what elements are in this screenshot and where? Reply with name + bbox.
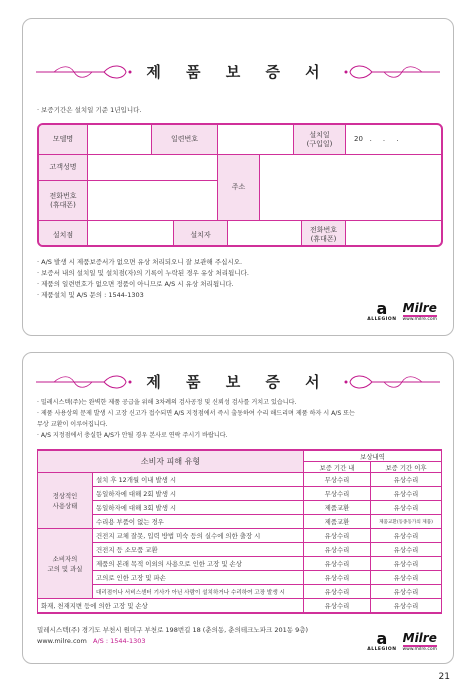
address-label: 주소 — [218, 155, 259, 220]
intro-line: · 제품 사용상의 문제 발생 시 고장 신고가 접수되면 A/S 지정점에서 즉시 출동하여 수리 해드리며 제품 하자 시 A/S 또는 — [37, 410, 355, 417]
row-desc: 제품의 본래 목적 이외의 사용으로 인한 고장 및 손상 — [93, 557, 304, 571]
milre-web: www.milre.com — [402, 316, 437, 322]
allegion-logo — [367, 631, 396, 652]
flourish-left-icon — [34, 373, 134, 391]
title-row — [23, 371, 453, 392]
table-row — [38, 501, 442, 515]
card2-intro — [37, 397, 355, 441]
customer-phone-label-line2: (휴대폰) — [50, 200, 76, 209]
compensation-table — [37, 449, 442, 614]
install-date-label-line2: (구입일) — [306, 139, 333, 148]
note-line: · 제품의 일련번호가 없으면 정품이 아니므로 A/S 시 유상 처리됩니다. — [37, 280, 234, 288]
company-footer — [37, 625, 308, 647]
brand-logos — [367, 301, 437, 322]
row-within: 제품교환 — [304, 501, 371, 515]
row-within: 유상수리 — [304, 585, 371, 599]
company-address: 밀레시스텍(주) 경기도 부천시 원미구 부천로 198번길 18 (춘의동, 춘의테크노파크 201동 9층) — [37, 626, 309, 634]
milre-mark: Milre — [402, 300, 437, 315]
group-normal-use — [38, 473, 93, 529]
header-within-warranty: 보증 기간 내 — [304, 462, 371, 473]
row-desc: 동일하자에 대해 2회 발생 시 — [93, 487, 304, 501]
table-row — [38, 599, 442, 614]
table-row — [38, 543, 442, 557]
table-row — [38, 515, 442, 529]
row-within: 유상수리 — [304, 571, 371, 585]
row-after: 유상수리 — [371, 487, 442, 501]
row-desc: 동일하자에 대해 3회 발생 시 — [93, 501, 304, 515]
install-date-label-line1: 설치일 — [309, 130, 330, 139]
customer-phone-label — [39, 181, 87, 220]
company-website: www.milre.com — [37, 637, 87, 645]
row-desc: 고의로 인한 고장 및 파손 — [93, 571, 304, 585]
intro-line: · 밀레시스텍(주)는 완벽한 제품 공급을 위해 3차례의 검사공정 및 신뢰성 검사를 거치고 있습니다. — [37, 399, 297, 406]
row-after: 유상수리 — [371, 543, 442, 557]
model-field[interactable] — [88, 125, 151, 154]
warranty-card-bottom — [22, 352, 454, 664]
row-after: 유상수리 — [371, 585, 442, 599]
as-phone: A/S : 1544-1303 — [93, 637, 146, 645]
page-title: 제 품 보 증 서 — [146, 373, 330, 391]
installer-label: 설치자 — [174, 221, 227, 247]
row-after: 제품교환(동종동가의 제품) — [371, 515, 442, 529]
serial-field[interactable] — [218, 125, 293, 154]
customer-phone-label-line1: 전화번호 — [49, 191, 77, 200]
row-after: 유상수리 — [371, 557, 442, 571]
row-within: 무상수리 — [304, 487, 371, 501]
group-fault-line1: 소비자의 — [52, 554, 78, 563]
serial-label: 일련번호 — [152, 125, 217, 154]
table-row — [38, 529, 442, 543]
header-damage-type: 소비자 피해 유형 — [38, 450, 304, 473]
title-row — [23, 61, 453, 82]
row-within: 제품교환 — [304, 515, 371, 529]
company-contact — [37, 636, 308, 647]
milre-logo — [402, 302, 437, 322]
allegion-logo — [367, 301, 396, 322]
milre-web: www.milre.com — [402, 646, 437, 652]
row-desc: 대리점이나 서비스센터 기사가 아닌 사람이 설치하거나 수리하여 고장 발생 시 — [93, 585, 304, 599]
page-title: 제 품 보 증 서 — [146, 63, 330, 81]
row-after: 유상수리 — [371, 529, 442, 543]
customer-name-field[interactable] — [88, 155, 217, 180]
allegion-name: ALLEGION — [367, 317, 397, 322]
install-date-label — [294, 125, 345, 154]
warranty-form — [37, 123, 443, 247]
warranty-card-top — [22, 18, 454, 336]
brand-logos — [367, 631, 437, 652]
flourish-left-icon — [34, 63, 134, 81]
group-consumer-fault — [38, 529, 93, 599]
row-within: 유상수리 — [304, 543, 371, 557]
group-fault-line2: 고의 및 과실 — [47, 564, 83, 573]
installer-phone-field[interactable] — [346, 221, 441, 247]
row-desc: 건전지 교체 잘못, 입력 방법 미숙 등의 실수에 의한 출장 시 — [93, 529, 304, 543]
milre-mark: Milre — [402, 630, 437, 645]
table-row — [38, 557, 442, 571]
group-normal-line1: 정상적인 — [52, 491, 78, 500]
note-line: · 보증서 내의 설치일 및 설치점(자)의 기록이 누락된 경우 유상 처리됩니다. — [37, 269, 249, 277]
row-desc: 설치 후 12개월 이내 발생 시 — [93, 473, 304, 487]
allegion-mark: a — [376, 629, 388, 648]
installer-field[interactable] — [228, 221, 301, 247]
intro-line: 무상 교환이 이루어집니다. — [37, 421, 108, 428]
table-row — [38, 473, 442, 487]
allegion-name: ALLEGION — [367, 647, 397, 652]
group-normal-line2: 사용상태 — [52, 501, 78, 510]
shop-field[interactable] — [88, 221, 173, 247]
note-line: · A/S 발생 시 제품보증서가 없으면 유상 처리되오니 잘 보관해 주십시오. — [37, 258, 243, 266]
row-desc: 수리용 부품이 없는 경우 — [93, 515, 304, 529]
flourish-right-icon — [342, 373, 442, 391]
row-after: 유상수리 — [371, 473, 442, 487]
note-line: · 제품설치 및 A/S 문의 : 1544-1303 — [37, 291, 144, 299]
card1-notes — [37, 257, 249, 301]
row-desc: 화재, 천재지변 등에 의한 고장 및 손상 — [38, 599, 304, 614]
intro-line: · A/S 지정점에서 충실한 A/S가 안될 경우 본사로 연락 주시기 바랍니다. — [37, 432, 228, 439]
install-date-field[interactable]: 20 . . . — [354, 135, 399, 143]
header-after-warranty: 보증 기간 이후 — [371, 462, 442, 473]
shop-label: 설치점 — [39, 221, 87, 247]
table-row — [38, 585, 442, 599]
page-number: 21 — [438, 672, 450, 682]
row-desc: 건전지 등 소모품 교환 — [93, 543, 304, 557]
warranty-period-note: · 보증기간은 설치일 기준 1년입니다. — [37, 106, 142, 114]
row-within: 유상수리 — [304, 557, 371, 571]
allegion-mark: a — [376, 299, 388, 318]
customer-name-label: 고객성명 — [39, 155, 87, 180]
flourish-right-icon — [342, 63, 442, 81]
installer-phone-label-line1: 전화번호 — [309, 226, 338, 234]
row-after: 유상수리 — [371, 501, 442, 515]
header-compensation: 보상내역 — [304, 450, 442, 462]
installer-phone-label-line2: (휴대폰) — [310, 235, 337, 243]
row-within: 유상수리 — [304, 599, 371, 614]
table-row — [38, 487, 442, 501]
row-after: 유상수리 — [371, 571, 442, 585]
address-field[interactable] — [260, 155, 441, 220]
model-label: 모델명 — [39, 125, 87, 154]
installer-phone-label — [302, 221, 345, 247]
table-row — [38, 571, 442, 585]
row-after: 유상수리 — [371, 599, 442, 614]
row-within: 유상수리 — [304, 529, 371, 543]
row-within: 무상수리 — [304, 473, 371, 487]
customer-phone-field[interactable] — [88, 181, 217, 220]
milre-logo — [402, 632, 437, 652]
